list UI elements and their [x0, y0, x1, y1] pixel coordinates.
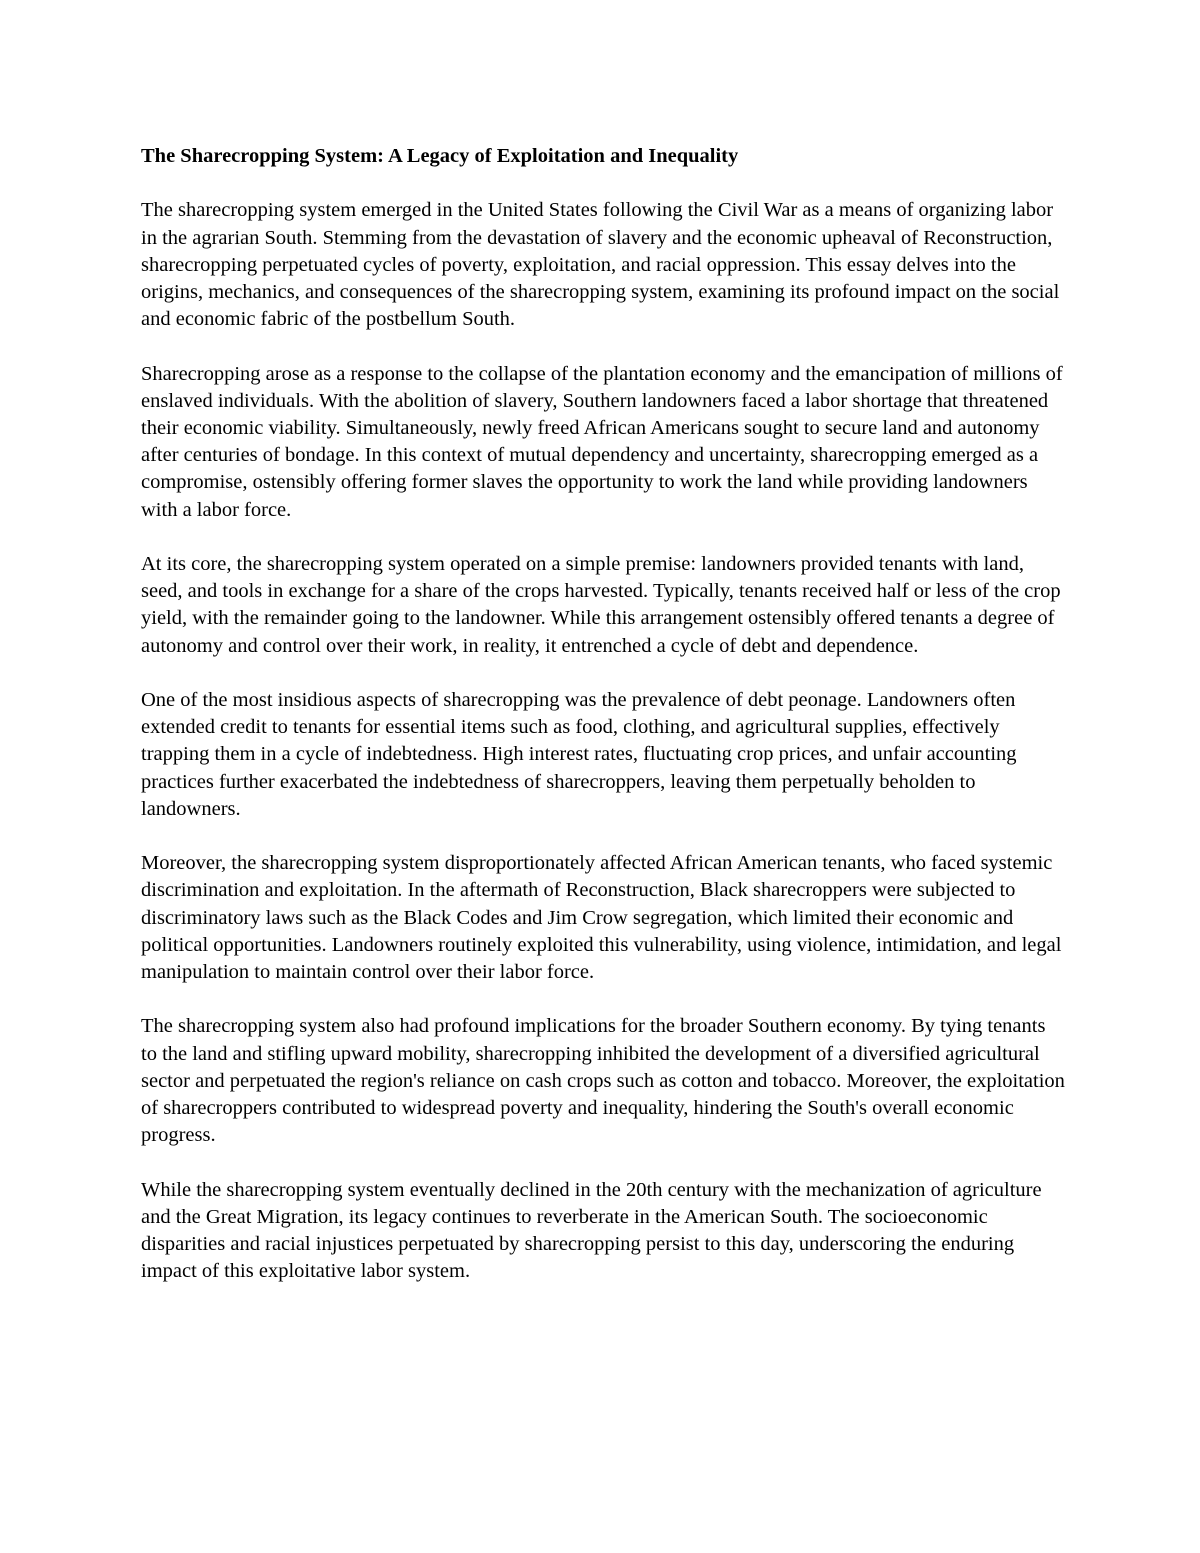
document-title: The Sharecropping System: A Legacy of Exploitation and Inequality	[141, 145, 739, 167]
paragraph-economy: The sharecropping system also had profound implications for the broader Southern economy. By tying tenants to the land and stifling upward mobility, sharecropping inhibited the development of a diversified agricultural sector and perpetuated the region's reliance on cash crops such as cotton and tobacco. Moreover, the exploitation of sharecroppers contributed to widespread poverty and inequality, hindering the South's overall economic progress.	[141, 1015, 1065, 1147]
paragraph-conclusion: While the sharecropping system eventually declined in the 20th century with the mechanization of agriculture and the Great Migration, its legacy continues to reverberate in the American South. The socioeconomic disparities and racial injustices perpetuated by sharecropping persist to this day, underscoring the enduring impact of this exploitative labor system.	[141, 1178, 1042, 1283]
paragraph-origins: Sharecropping arose as a response to the collapse of the plantation economy and the emancipation of millions of enslaved individuals. With the abolition of slavery, Southern landowners faced a labor shortage that threatened their economic viability. Simultaneously, newly freed African Americans sought to secure land and autonomy after centuries of bondage. In this context of mutual dependency and uncertainty, sharecropping emerged as a compromise, ostensibly offering former slaves the opportunity to work the land while providing landowners with a labor force.	[141, 362, 1063, 521]
paragraph-discrimination: Moreover, the sharecropping system disproportionately affected African American tenants, who faced systemic discrimination and exploitation. In the aftermath of Reconstruction, Black sharecroppers were subjected to discriminatory laws such as the Black Codes and Jim Crow segregation, which limited their economic and political opportunities. Landowners routinely exploited this vulnerability, using violence, intimidation, and legal manipulation to maintain control over their labor force.	[141, 852, 1062, 984]
paragraph-introduction: The sharecropping system emerged in the United States following the Civil War as a means of organizing labor in the agrarian South. Stemming from the devastation of slavery and the economic upheaval of Reconstruction, sharecropping perpetuated cycles of poverty, exploitation, and racial oppression. This essay delves into the origins, mechanics, and consequences of the sharecropping system, examining its profound impact on the social and economic fabric of the postbellum South.	[141, 199, 1060, 331]
paragraph-mechanics: At its core, the sharecropping system operated on a simple premise: landowners provided tenants with land, seed, and tools in exchange for a share of the crops harvested. Typically, tenants received half or less of the crop yield, with the remainder going to the landowner. While this arrangement ostensibly offered tenants a degree of autonomy and control over their work, in reality, it entrenched a cycle of debt and dependence.	[141, 553, 1061, 657]
paragraph-debt-peonage: One of the most insidious aspects of sharecropping was the prevalence of debt peonage. Landowners often extended credit to tenants for essential items such as food, clothing, and agricultural supplies, effectively trapping them in a cycle of indebtedness. High interest rates, fluctuating crop prices, and unfair accounting practices further exacerbated the indebtedness of sharecroppers, leaving them perpetually beholden to landowners.	[141, 689, 1017, 820]
document-body	[141, 143, 1066, 1285]
